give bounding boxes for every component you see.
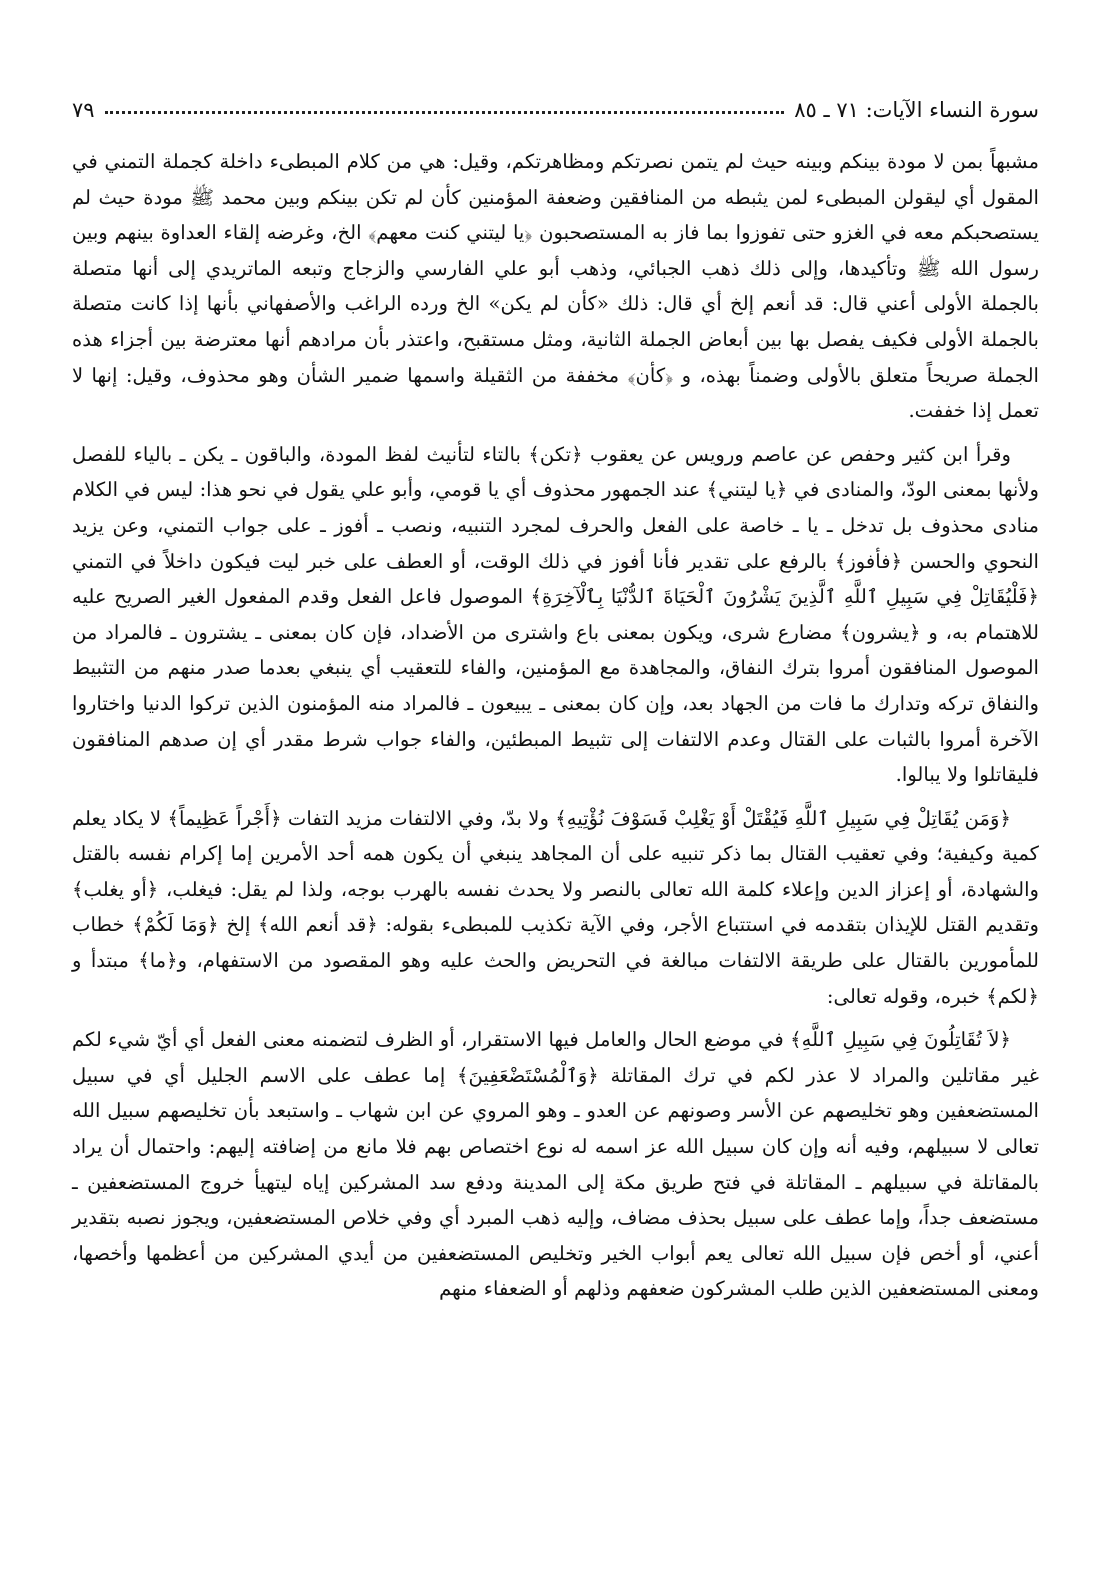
tafsir-body (72, 144, 1039, 1315)
paragraph-3: ﴿وَمَن يُقَاتِلْ فِي سَبِيلِ ٱللَّهِ فَيُقْتَلْ أَوْ يَغْلِبْ فَسَوْفَ نُؤْتِيهِ﴾ ولا بدّ، وفي الالتفات مزيد التفات ﴿أَجْراً عَظِيماً﴾ لا يكاد يعلم كمية وكيفية؛ وفي تعقيب القتال بما ذكر تنبيه على أن المجاهد ينبغي أن يكون همه أحد الأمرين إما إكرام نفسه بالقتل والشهادة، أو إعزاز الدين وإعلاء كلمة الله تعالى بالنصر ولا يحدث نفسه بالهرب بوجه، ولذا لم يقل: فيغلب، ﴿أو يغلب﴾ وتقديم القتل للإيذان بتقدمه في استتباع الأجر، وفي الآية تكذيب للمبطىء بقوله: ﴿قد أنعم الله﴾ إلخ ﴿وَمَا لَكُمْ﴾ خطاب للمأمورين بالقتال على طريقة الالتفات مبالغة في التحريض والحث عليه وهو المقصود من الاستفهام، و﴿ما﴾ مبتدأ و ﴿لكم﴾ خبره، وقوله تعالى: (72, 806, 1039, 1008)
paragraph-2: وقرأ ابن كثير وحفص عن عاصم ورويس عن يعقوب ﴿تكن﴾ بالتاء لتأنيث لفظ المودة، والباقون ـ يكن ـ بالياء للفصل ولأنها بمعنى الودّ، والمنادى في ﴿يا ليتني﴾ عند الجمهور محذوف أي يا قومي، وأبو علي يقول في نحو هذا: ليس في الكلام منادى محذوف بل تدخل ـ يا ـ خاصة على الفعل والحرف لمجرد التنبيه، ونصب ـ أفوز ـ على جواب التمني، وعن يزيد النحوي والحسن ﴿فأفوز﴾ بالرفع على تقدير فأنا أفوز في ذلك الوقت، أو العطف على خبر ليت فيكون داخلاً في التمني ﴿فَلْيُقَاتِلْ فِي سَبِيلِ ٱللَّهِ ٱلَّذِينَ يَشْرُونَ ٱلْحَيَاةَ ٱلدُّنْيَا بِٱلْآخِرَةِ﴾ الموصول فاعل الفعل وقدم المفعول الغير الصريح عليه للاهتمام به، و ﴿يشرون﴾ مضارع شرى، ويكون بمعنى باع واشترى من الأضداد، فإن كان بمعنى ـ يشترون ـ فالمراد من الموصول المنافقون أمروا بترك النفاق، والمجاهدة مع المؤمنين، والفاء للتعقيب أي ينبغي بعدما صدر منهم من التثبيط والنفاق تركه وتدارك ما فات من الجهاد بعد، وإن كان بمعنى ـ يبيعون ـ فالمراد منه المؤمنون الذين تركوا الدنيا واختاروا الآخرة أمروا بالثبات على القتال وعدم الالتفات إلى تثبيط المبطئين، والفاء جواب شرط مقدر أي إن صدهم المنافقون فليقاتلوا ولا يبالوا. (72, 442, 1039, 787)
paragraph-1: مشبهاً بمن لا مودة بينكم وبينه حيث لم يتمن نصرتكم ومظاهرتكم، وقيل: هي من كلام المبطىء داخلة كجملة التمني في المقول أي ليقولن المبطىء لمن يثبطه من المنافقين وضعفة المؤمنين كأن لم تكن بينكم وبين محمد ﷺ مودة حيث لم يستصحبكم معه في الغزو حتى تفوزوا بما فاز به المستصحبون ﴿يا ليتني كنت معهم﴾ الخ، وغرضه إلقاء العداوة بينهم وبين رسول الله ﷺ وتأكيدها، وإلى ذلك ذهب الجبائي، وذهب أبو علي الفارسي والزجاج وتبعه الماتريدي إلى أنها متصلة بالجملة الأولى أعني قال: قد أنعم إلخ أي قال: ذلك «كأن لم يكن» الخ ورده الراغب والأصفهاني بأنها إذا كانت متصلة بالجملة الأولى فكيف يفصل بها بين أبعاض الجملة الثانية، ومثل مستقبح، واعتذر بأن مرادهم أنها معترضة بين أجزاء هذه الجملة صريحاً متعلق بالأولى وضمناً بهذه، و ﴿كأن﴾ مخففة من الثقيلة واسمها ضمير الشأن وهو محذوف، وقيل: إنها لا تعمل إذا خففت. (72, 150, 1039, 423)
page-number: ٧٩ (72, 98, 95, 122)
surah-verse-title: سورة النساء الآيات: ٧١ ـ ٨٥ (794, 98, 1039, 122)
paragraph-4: ﴿لاَ تُقَاتِلُونَ فِي سَبِيلِ ٱللَّهِ﴾ في موضع الحال والعامل فيها الاستقرار، أو الظرف لتضمنه معنى الفعل أي أيّ شيء لكم غير مقاتلين والمراد لا عذر لكم في ترك المقاتلة ﴿وَٱلْمُسْتَضْعَفِينَ﴾ إما عطف على الاسم الجليل أي في سبيل المستضعفين وهو تخليصهم عن الأسر وصونهم عن العدو ـ وهو المروي عن ابن شهاب ـ واستبعد بأن تخليصهم سبيل الله تعالى لا سبيلهم، وفيه أنه وإن كان سبيل الله عز اسمه له نوع اختصاص بهم فلا مانع من إضافته إليهم: واحتمال أن يراد بالمقاتلة في سبيلهم ـ المقاتلة في فتح طريق مكة إلى المدينة ودفع سد المشركين إياه ليتهيأ خروج المستضعفين ـ مستضعف جداً، وإما عطف على سبيل بحذف مضاف، وإليه ذهب المبرد أي وفي خلاص المستضعفين، ويجوز نصبه بتقدير أعني، أو أخص فإن سبيل الله تعالى يعم أبواب الخير وتخليص المستضعفين من أيدي المشركين من أعظمها وأخصها، ومعنى المستضعفين الذين طلب المشركون ضعفهم وذلهم أو الضعفاء منهم (72, 1028, 1039, 1301)
running-header (72, 88, 1039, 122)
leader-dots (105, 111, 785, 114)
